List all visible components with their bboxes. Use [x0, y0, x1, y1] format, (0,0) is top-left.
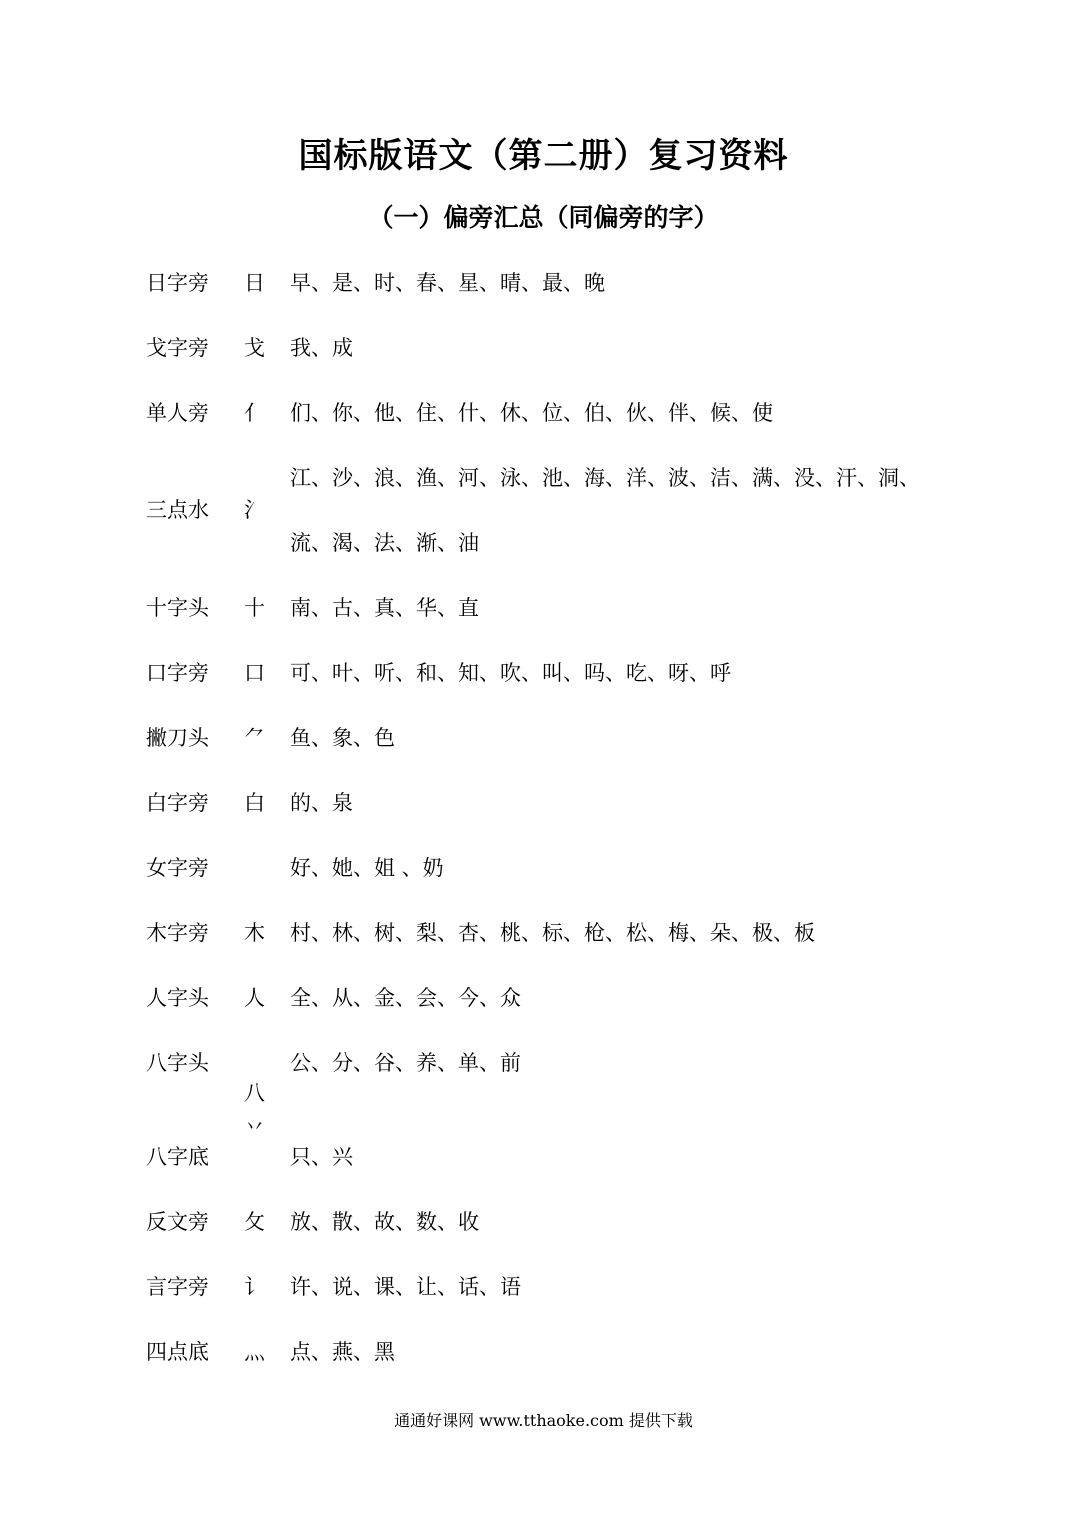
section-heading: （一）偏旁汇总（同偏旁的字） — [368, 203, 719, 232]
radical-glyph: 讠 — [244, 1275, 265, 1299]
radical-glyph: 攵 — [244, 1210, 265, 1234]
radical-name: 四点底 — [146, 1340, 209, 1364]
example-characters: 我、成 — [290, 336, 353, 360]
example-characters: 们、你、他、住、什、休、位、伯、伙、伴、候、使 — [290, 401, 773, 425]
radical-name: 八字头 — [146, 1051, 209, 1075]
example-characters: 点、燕、黑 — [290, 1340, 395, 1364]
radical-name: 反文旁 — [146, 1210, 209, 1234]
radical-name: 人字头 — [146, 986, 209, 1010]
example-characters: 好、她、姐 、奶 — [290, 856, 444, 880]
radical-name: 三点水 — [146, 498, 209, 522]
radical-name: 戈字旁 — [146, 336, 209, 360]
radical-glyph: 木 — [244, 921, 265, 945]
example-characters: 全、从、金、会、今、众 — [290, 986, 521, 1010]
example-characters: 只、兴 — [290, 1145, 353, 1169]
example-characters: 鱼、象、色 — [290, 726, 395, 750]
example-characters: 流、渴、法、渐、油 — [290, 531, 479, 555]
radical-name: 撇刀头 — [146, 726, 209, 750]
example-characters: 南、古、真、华、直 — [290, 596, 479, 620]
radical-glyph: 戈 — [244, 336, 265, 360]
example-characters: 早、是、时、春、星、晴、最、晚 — [290, 271, 605, 295]
radical-name: 日字旁 — [146, 271, 209, 295]
radical-glyph: 八 — [244, 1081, 265, 1105]
radical-glyph: 日 — [244, 271, 265, 295]
radical-glyph: 白 — [244, 791, 265, 815]
radical-glyph: 氵 — [244, 498, 265, 522]
example-characters: 公、分、谷、养、单、前 — [290, 1051, 521, 1075]
radical-name: 十字头 — [146, 596, 209, 620]
example-characters: 许、说、课、让、话、语 — [290, 1275, 521, 1299]
radical-name: 单人旁 — [146, 401, 209, 425]
radical-name: 女字旁 — [146, 856, 209, 880]
example-characters: 村、林、树、梨、杏、桃、标、枪、松、梅、朵、极、板 — [290, 921, 815, 945]
document-title: 国标版语文（第二册）复习资料 — [298, 136, 789, 176]
radical-name: 口字旁 — [146, 661, 209, 685]
example-characters: 放、散、故、数、收 — [290, 1210, 479, 1234]
radical-name: 木字旁 — [146, 921, 209, 945]
example-characters: 江、沙、浪、渔、河、泳、池、海、洋、波、洁、满、没、汗、洞、 — [290, 466, 920, 490]
example-characters: 的、泉 — [290, 791, 353, 815]
radical-glyph: 丷 — [244, 1115, 265, 1139]
example-characters: 可、叶、听、和、知、吹、叫、吗、吃、呀、呼 — [290, 661, 731, 685]
radical-glyph: 亻 — [244, 401, 265, 425]
radical-name: 言字旁 — [146, 1275, 209, 1299]
radical-glyph: 灬 — [244, 1340, 265, 1364]
page-footer: 通通好课网 www.tthaoke.com 提供下载 — [394, 1411, 693, 1430]
radical-glyph: 十 — [244, 596, 265, 620]
radical-name: 八字底 — [146, 1145, 209, 1169]
radical-glyph: 人 — [244, 986, 265, 1010]
radical-name: 白字旁 — [146, 791, 209, 815]
radical-glyph: 口 — [244, 661, 265, 685]
radical-glyph: ⺈ — [244, 726, 265, 750]
